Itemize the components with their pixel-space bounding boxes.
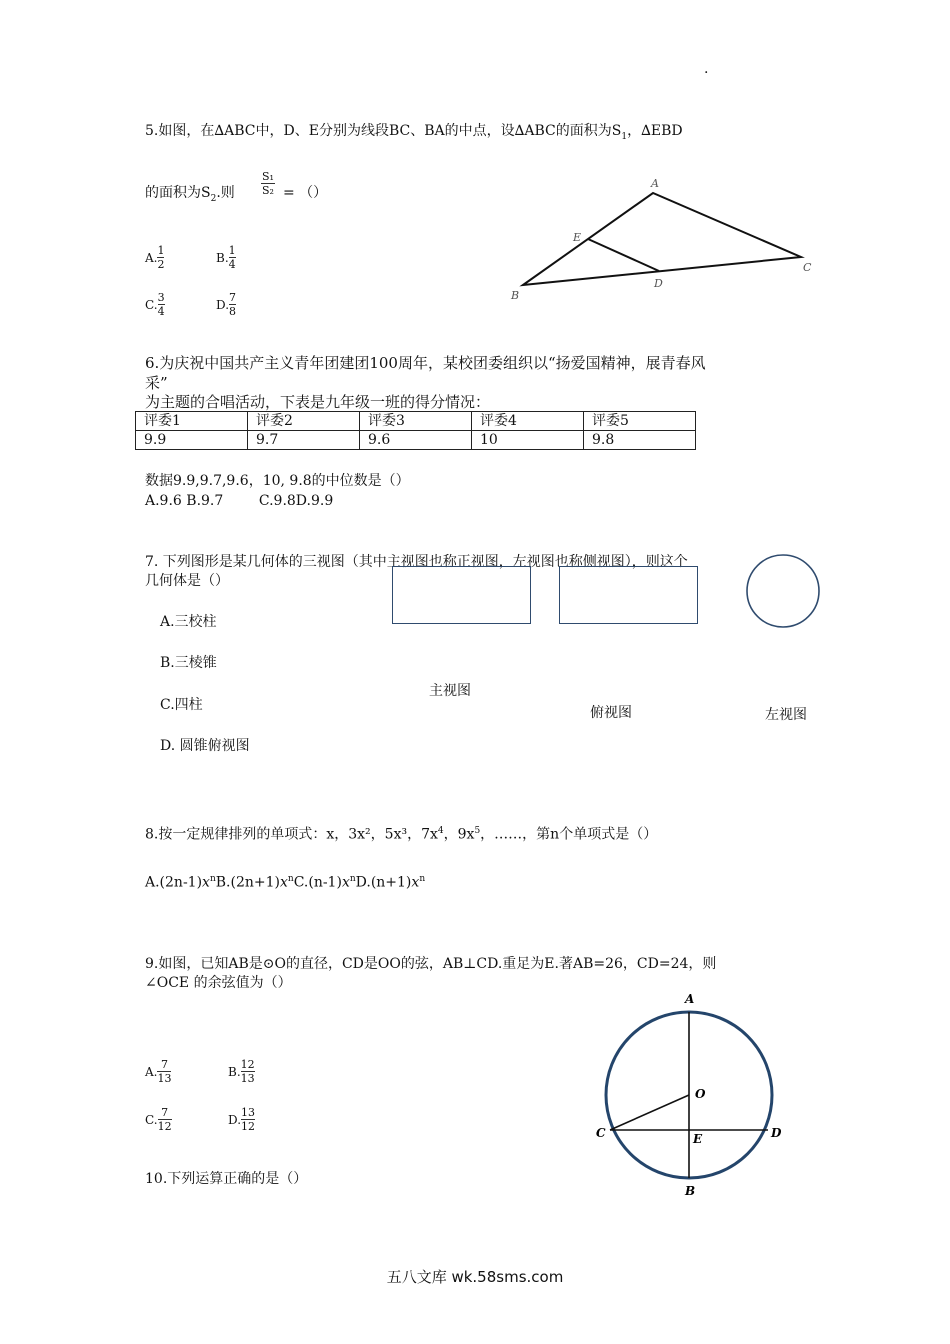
- q7-option-b[interactable]: B.三棱锥: [160, 655, 217, 671]
- label-a: A: [651, 177, 659, 190]
- top-mark: .: [704, 61, 709, 77]
- q6-question: 数据9.9,9.7,9.6，10, 9.8的中位数是（）: [145, 473, 410, 489]
- q9-circle-figure: [585, 985, 800, 1205]
- q5-option-d[interactable]: D. $\frac{7}{8}$: [216, 291, 237, 318]
- q5-stem-line2: 的面积为$S_2$.则: [145, 185, 235, 204]
- left-view-circle: [745, 554, 823, 630]
- q9-option-d[interactable]: D. $\frac{13}{12}$: [228, 1106, 256, 1133]
- q9-stem-line2: ∠OCE 的余弦值为（）: [145, 975, 292, 991]
- q10-stem: 10.下列运算正确的是（）: [145, 1171, 308, 1187]
- table-cell: 9.7: [248, 431, 360, 450]
- segment-ed: [588, 239, 659, 271]
- q5-triangle-figure: [505, 175, 825, 305]
- q7-option-c[interactable]: C.四柱: [160, 697, 203, 713]
- q5-stem-line1: 5.如图，在∆ABC中，D、E分别为线段BC、BA的中点，设∆ABC的面积为$S_1$，∆EBD: [145, 123, 683, 142]
- label-o: O: [695, 1087, 706, 1101]
- front-view-label: 主视图: [429, 683, 471, 699]
- footer-watermark: 五八文库 wk.58sms.com: [386, 1268, 564, 1286]
- label-e: E: [573, 231, 582, 244]
- q6-stem-line3: 为主题的合唱活动，下表是九年级一班的得分情况：: [145, 393, 491, 411]
- q6-stem-line1: 6.为庆祝中国共产主义青年团建团100周年，某校团委组织以“扬爱国精神，展青春风: [145, 354, 706, 372]
- table-cell: 10: [472, 431, 584, 450]
- q5-fraction: $\frac{\text{S₁}}{\text{S₂}}$: [262, 170, 274, 197]
- table-cell: 评委1: [136, 412, 248, 431]
- label-b: B: [685, 1184, 696, 1198]
- table-cell: 评委2: [248, 412, 360, 431]
- triangle-abc: [523, 193, 801, 285]
- label-d: D: [771, 1126, 782, 1140]
- top-view-label: 俯视图: [590, 705, 632, 721]
- label-a: A: [685, 992, 695, 1006]
- table-cell: 9.8: [584, 431, 696, 450]
- q5-option-c[interactable]: C. $\frac{3}{4}$: [145, 291, 165, 318]
- q5-option-a[interactable]: A. $\frac{1}{2}$: [145, 244, 165, 271]
- label-c: C: [596, 1126, 606, 1140]
- table-cell: 9.9: [136, 431, 248, 450]
- q6-stem-line2: 采”: [145, 374, 168, 392]
- left-view-label: 左视图: [765, 707, 807, 723]
- q8-options[interactable]: $A.(2n-1)x^nB.(2n+1)x^nC.(n-1)x^nD.(n+1)x^n$: [145, 874, 426, 891]
- q9-stem-line1: 9.如图，已知AB是⊙O的直径，CD是OO的弦，AB⊥CD.重足为E.著AB=26，CD=24，则: [145, 956, 717, 972]
- label-e: E: [693, 1132, 703, 1146]
- top-view-rectangle: [559, 566, 698, 624]
- q9-option-a[interactable]: A. $\frac{7}{13}$: [145, 1058, 172, 1085]
- q8-stem: 8.按一定规律排列的单项式：x，3x²，5x³，$7x^4$，$9x^5$，……，第n个单项式是（）: [145, 826, 658, 843]
- table-cell: 9.6: [360, 431, 472, 450]
- table-cell: 评委3: [360, 412, 472, 431]
- label-d: D: [654, 277, 663, 290]
- label-c: C: [803, 261, 812, 274]
- table-header-row: [136, 412, 696, 431]
- q7-stem-line2: 几何体是（）: [145, 573, 229, 589]
- score-table: [135, 411, 696, 450]
- table-row: [136, 431, 696, 450]
- segment-oc: [610, 1095, 689, 1130]
- q5-stem-tail: = （）: [283, 185, 328, 201]
- q9-option-c[interactable]: C. $\frac{7}{12}$: [145, 1106, 172, 1133]
- q7-stem-line1: 7. 下列图形是某几何体的三视图（其中主视图也称正视图，左视图也称侧视图），则这个: [145, 554, 688, 570]
- q9-option-b[interactable]: B. $\frac{12}{13}$: [228, 1058, 255, 1085]
- q7-option-a[interactable]: A.三校柱: [160, 614, 217, 630]
- q6-options[interactable]: A.9.6 B.9.7 C.9.8D.9.9: [145, 493, 334, 509]
- table-cell: 评委4: [472, 412, 584, 431]
- table-cell: 评委5: [584, 412, 696, 431]
- q5-option-b[interactable]: B. $\frac{1}{4}$: [216, 244, 236, 271]
- q7-option-d[interactable]: D. 圆锥俯视图: [160, 738, 250, 754]
- label-b: B: [511, 289, 520, 302]
- front-view-rectangle: [392, 566, 531, 624]
